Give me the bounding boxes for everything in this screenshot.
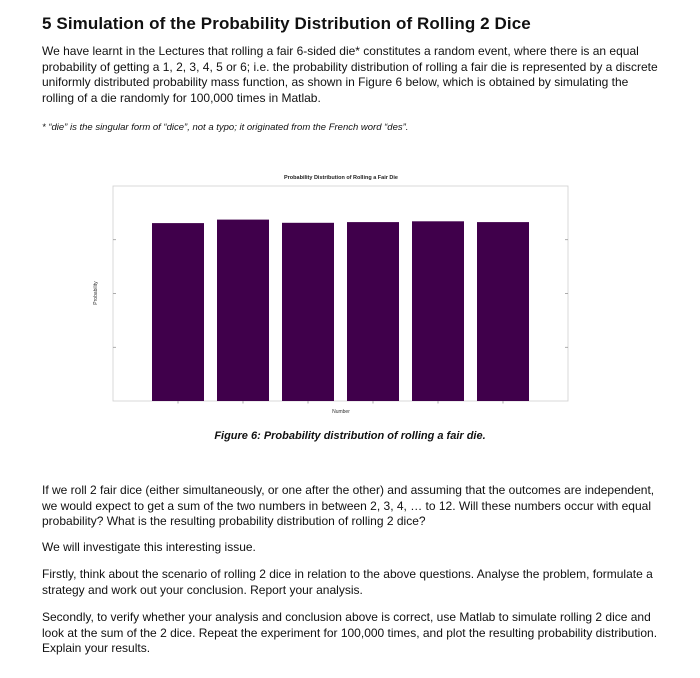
bar-2 [217, 220, 269, 401]
y-axis-label: Probability [93, 281, 99, 305]
bar-chart [85, 166, 585, 426]
body-paragraph-1: If we roll 2 fair dice (either simultaneously, or one after the other) and assuming that the outcomes are independent, we would expect to get a sum of the two numbers in between 2, 3, 4, … to 12. Will these numbers occur with equal probability? What is the resulting probability distribution of rolling 2 dice? [42, 483, 655, 528]
footnote: * “die” is the singular form of “dice”, not a typo; it originated from the French word “des”. [42, 122, 409, 133]
bar-3 [282, 223, 334, 401]
intro-paragraph: We have learnt in the Lectures that rolling a fair 6-sided die* constitutes a random event, where there is an equal probability of getting a 1, 2, 3, 4, 5 or 6; i.e. the probability distribution of rolling a fair die is represented by a discrete uniformly distributed probability mass function, as shown in Figure 6 below, which is obtained by simulating the rolling of a die randomly for 100,000 times in Matlab. [42, 44, 658, 105]
body-paragraph-4: Secondly, to verify whether your analysis and conclusion above is correct, use Matlab to simulate rolling 2 dice and look at the sum of the 2 dice. Repeat the experiment for 100,000 times, and plot the resulting probability distribution. Explain your results. [42, 610, 658, 655]
section-heading: 5 Simulation of the Probability Distribution of Rolling 2 Dice [42, 14, 531, 33]
body-paragraph-3: Firstly, think about the scenario of rolling 2 dice in relation to the above questions. Analyse the problem, formulate a strategy and work out your conclusion. Report your analysis. [42, 567, 653, 597]
figure-6 [85, 166, 585, 426]
bar-5 [412, 221, 464, 401]
x-axis-label: Number [332, 409, 350, 415]
bar-1 [152, 223, 204, 401]
figure-caption: Figure 6: Probability distribution of rolling a fair die. [214, 430, 486, 442]
bar-4 [347, 222, 399, 401]
body-paragraph-2: We will investigate this interesting issue. [42, 540, 256, 554]
bar-6 [477, 222, 529, 401]
chart-title: Probability Distribution of Rolling a Fair Die [284, 175, 398, 181]
